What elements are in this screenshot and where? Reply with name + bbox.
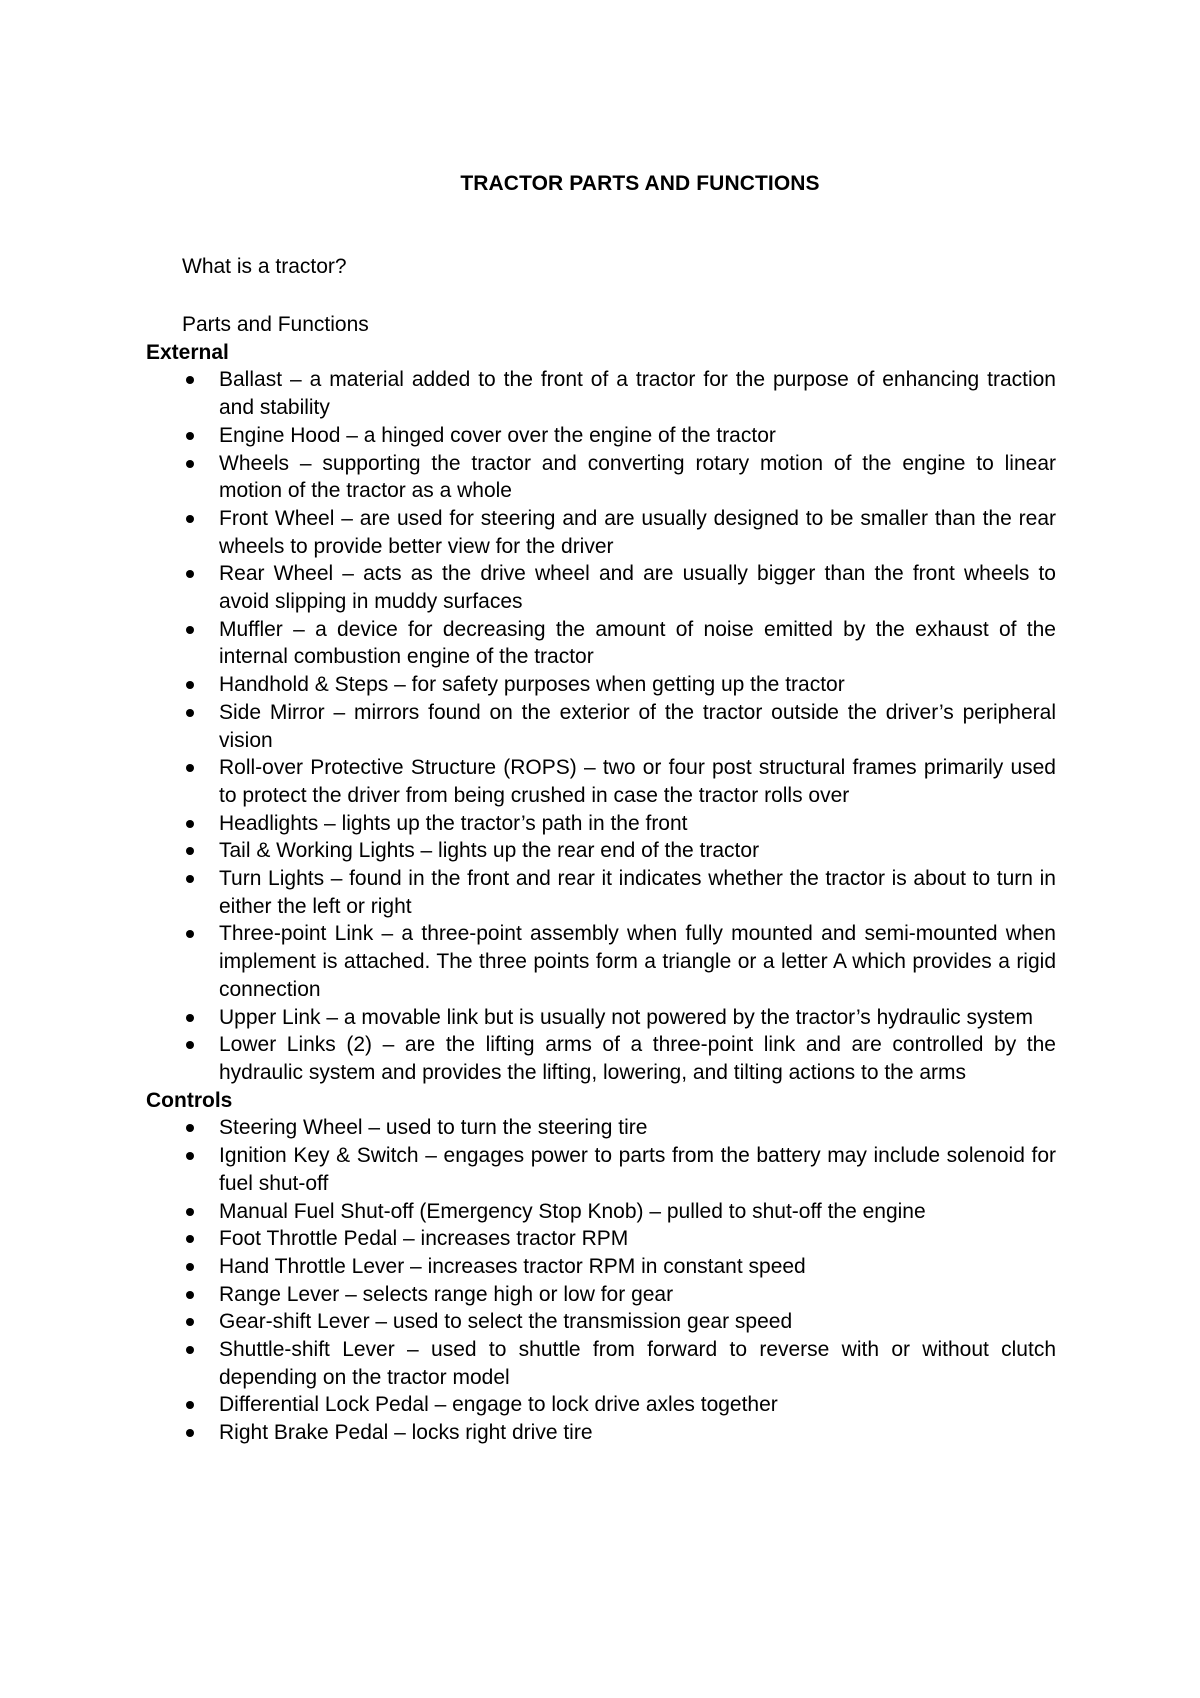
list-item: Gear-shift Lever – used to select the transmission gear speed <box>146 1308 1056 1336</box>
list-item: Foot Throttle Pedal – increases tractor RPM <box>146 1225 1056 1253</box>
bullet-icon <box>186 626 194 634</box>
list-item: Hand Throttle Lever – increases tractor RPM in constant speed <box>146 1253 1056 1281</box>
document-body <box>146 311 1056 1447</box>
list-item: Range Lever – selects range high or low for gear <box>146 1281 1056 1309</box>
list-item: Shuttle-shift Lever – used to shuttle from forward to reverse with or without clutch depending on the tractor model <box>146 1336 1056 1391</box>
question-text: What is a tractor? <box>182 255 347 278</box>
bullet-icon <box>186 1152 194 1160</box>
list-item: Steering Wheel – used to turn the steering tire <box>146 1114 1056 1142</box>
list-item: Right Brake Pedal – locks right drive tire <box>146 1419 1056 1447</box>
bullet-icon <box>186 1263 194 1271</box>
bullet-icon <box>186 875 194 883</box>
bullet-icon <box>186 515 194 523</box>
bullet-icon <box>186 820 194 828</box>
bullet-icon <box>186 1235 194 1243</box>
bullet-icon <box>186 570 194 578</box>
bullet-icon <box>186 1401 194 1409</box>
list-item: Turn Lights – found in the front and rear it indicates whether the tractor is about to turn in either the left or right <box>146 865 1056 920</box>
bullet-icon <box>186 460 194 468</box>
bullet-icon <box>186 432 194 440</box>
bullet-icon <box>186 709 194 717</box>
bullet-icon <box>186 764 194 772</box>
bullet-icon <box>186 1124 194 1132</box>
list-item: Lower Links (2) – are the lifting arms of a three-point link and are controlled by the hydraulic system and provides the lifting, lowering, and tilting actions to the arms <box>146 1031 1056 1086</box>
bullet-icon <box>186 1014 194 1022</box>
bullet-icon <box>186 1041 194 1049</box>
bullet-icon <box>186 1291 194 1299</box>
list-item: Engine Hood – a hinged cover over the engine of the tractor <box>146 422 1056 450</box>
section-external <box>146 339 1056 1087</box>
list-item: Differential Lock Pedal – engage to lock drive axles together <box>146 1391 1056 1419</box>
list-item: Roll-over Protective Structure (ROPS) – two or four post structural frames primarily used to protect the driver from being crushed in case the tractor rolls over <box>146 754 1056 809</box>
controls-list <box>146 1114 1056 1446</box>
bullet-icon <box>186 847 194 855</box>
list-item: Side Mirror – mirrors found on the exterior of the tractor outside the driver’s peripheral vision <box>146 699 1056 754</box>
list-item: Wheels – supporting the tractor and converting rotary motion of the engine to linear motion of the tractor as a whole <box>146 450 1056 505</box>
bullet-icon <box>186 681 194 689</box>
bullet-icon <box>186 1429 194 1437</box>
parts-subheading: Parts and Functions <box>182 313 369 336</box>
list-item: Tail & Working Lights – lights up the rear end of the tractor <box>146 837 1056 865</box>
list-item: Ignition Key & Switch – engages power to parts from the battery may include solenoid for fuel shut-off <box>146 1142 1056 1197</box>
list-item: Upper Link – a movable link but is usually not powered by the tractor’s hydraulic system <box>146 1004 1056 1032</box>
bullet-icon <box>186 930 194 938</box>
list-item: Three-point Link – a three-point assembly when fully mounted and semi-mounted when implement is attached. The three points form a triangle or a letter A which provides a rigid connection <box>146 920 1056 1003</box>
bullet-icon <box>186 1346 194 1354</box>
list-item: Front Wheel – are used for steering and are usually designed to be smaller than the rear wheels to provide better view for the driver <box>146 505 1056 560</box>
list-item: Ballast – a material added to the front of a tractor for the purpose of enhancing traction and stability <box>146 366 1056 421</box>
bullet-icon <box>186 1208 194 1216</box>
section-heading-controls: Controls <box>146 1088 233 1112</box>
external-list <box>146 366 1056 1086</box>
list-item: Headlights – lights up the tractor’s path in the front <box>146 810 1056 838</box>
list-item: Manual Fuel Shut-off (Emergency Stop Knob) – pulled to shut-off the engine <box>146 1198 1056 1226</box>
page-title: TRACTOR PARTS AND FUNCTIONS <box>460 172 820 195</box>
section-controls <box>146 1087 1056 1447</box>
list-item: Muffler – a device for decreasing the amount of noise emitted by the exhaust of the internal combustion engine of the tractor <box>146 616 1056 671</box>
section-heading-external: External <box>146 340 229 364</box>
list-item: Handhold & Steps – for safety purposes when getting up the tractor <box>146 671 1056 699</box>
bullet-icon <box>186 376 194 384</box>
bullet-icon <box>186 1318 194 1326</box>
list-item: Rear Wheel – acts as the drive wheel and are usually bigger than the front wheels to avoid slipping in muddy surfaces <box>146 560 1056 615</box>
